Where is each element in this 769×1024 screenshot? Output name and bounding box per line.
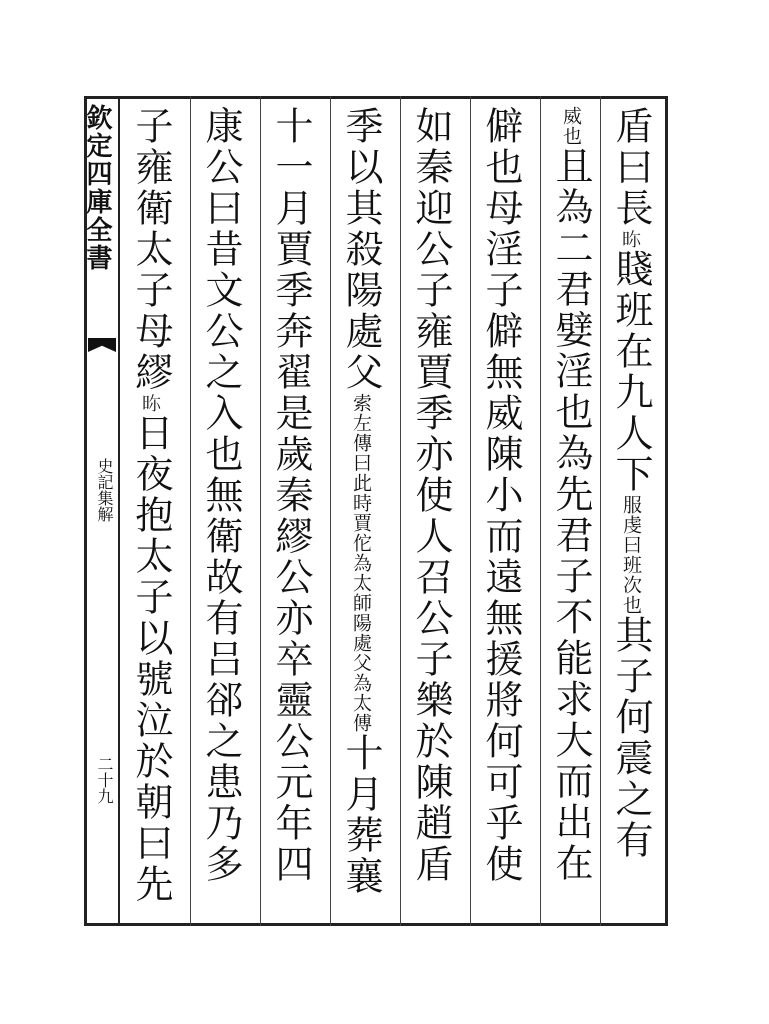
inline-note: 威也 bbox=[560, 106, 582, 146]
inline-note: 𣆋 bbox=[620, 229, 642, 249]
column-main-text: 且為二君嬖淫也為先君子不能求大而出在 bbox=[549, 146, 593, 884]
column-rule bbox=[330, 96, 331, 926]
text-column-5 bbox=[334, 106, 388, 918]
inline-note: 索左傳曰此時賈佗為太師陽處父為太傅 bbox=[350, 393, 372, 733]
column-rule bbox=[470, 96, 471, 926]
column-main-text: 子雍衛太子母繆 bbox=[129, 106, 173, 393]
column-main-text: 日夜抱太子以號泣於朝曰先 bbox=[129, 413, 173, 905]
column-main-text: 季以其殺陽處父 bbox=[339, 106, 383, 393]
column-main-text: 十月葬襄 bbox=[339, 733, 383, 897]
column-rule bbox=[600, 96, 601, 926]
column-rule bbox=[400, 96, 401, 926]
text-column-8 bbox=[124, 106, 178, 918]
page-number: 二十九 bbox=[95, 756, 114, 804]
column-rule bbox=[260, 96, 261, 926]
text-column-7 bbox=[194, 106, 248, 918]
text-column-4 bbox=[404, 106, 458, 918]
column-main-text: 盾曰長 bbox=[609, 106, 653, 229]
inline-note: 𣆋 bbox=[140, 393, 162, 413]
column-rule bbox=[540, 96, 541, 926]
collection-title: 欽定四庫全書 bbox=[82, 104, 112, 272]
inline-note: 服虔曰班次也 bbox=[620, 495, 642, 615]
text-column-2 bbox=[544, 106, 598, 918]
text-column-3 bbox=[474, 106, 528, 918]
column-main-text: 僻也母淫子僻無威陳小而遠無援將何可乎使 bbox=[479, 106, 523, 885]
text-column-6 bbox=[264, 106, 318, 918]
column-main-text: 賤班在九人下 bbox=[609, 249, 653, 495]
column-main-text: 康公曰昔文公之入也無衛故有吕郤之患乃多 bbox=[199, 106, 243, 885]
column-main-text: 如秦迎公子雍賈季亦使人召公子樂於陳趙盾 bbox=[409, 106, 453, 885]
column-main-text: 十一月賈季奔翟是歲秦繆公亦卒靈公元年四 bbox=[269, 106, 313, 885]
column-main-text: 其子何震之有 bbox=[609, 615, 653, 861]
text-column-1 bbox=[604, 106, 658, 918]
column-rule bbox=[190, 96, 191, 926]
book-title: 史記集解 bbox=[95, 458, 114, 522]
